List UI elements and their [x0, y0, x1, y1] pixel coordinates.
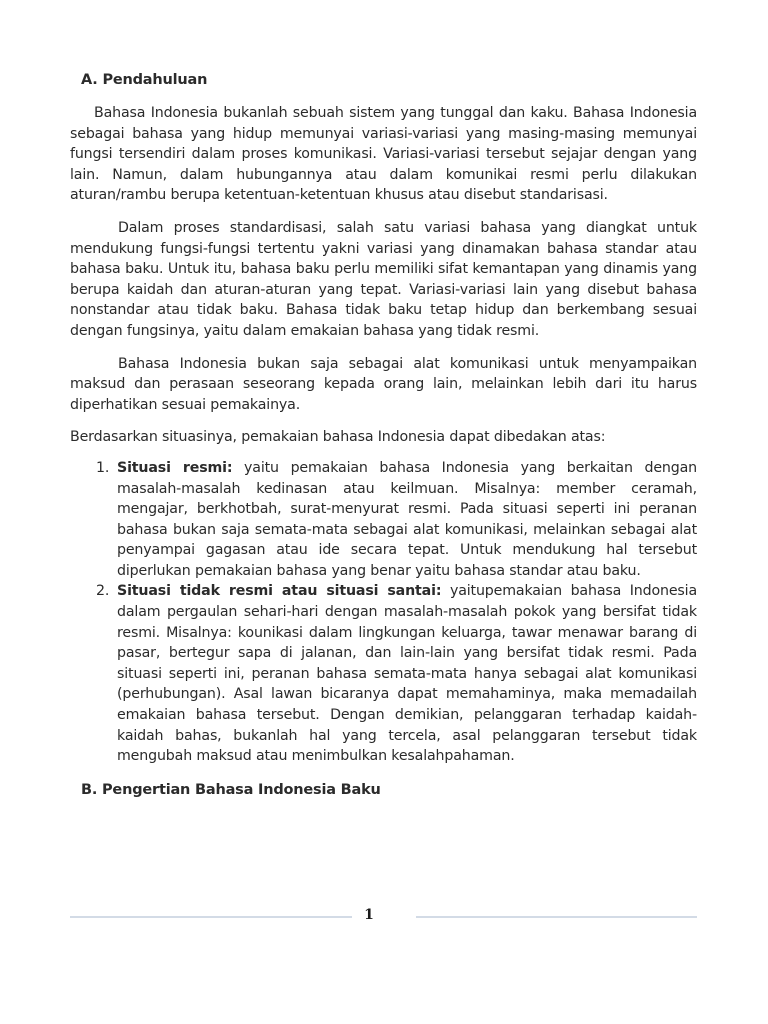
list-item	[70, 458, 697, 582]
paragraph-2: Dalam proses standardisasi, salah satu variasi bahasa yang diangkat untuk mendukung fungsi-fungsi tertentu yakni variasi yang dinamakan bahasa standar atau bahasa baku. Untuk itu, bahasa baku perlu memiliki sifat kemantapan yang dinamis yang berupa kaidah dan aturan-aturan yang tepat. Variasi-variasi lain yang disebut bahasa nonstandar atau tidak baku. Bahasa tidak baku tetap hidup dan berkembang sesuai dengan fungsinya, yaitu dalam emakaian bahasa yang tidak resmi.	[70, 219, 697, 339]
document-page	[70, 70, 697, 801]
footer-rule-left	[70, 916, 352, 918]
list-term: Situasi resmi:	[117, 459, 233, 476]
list-number: 2.	[96, 583, 110, 600]
footer-rule-right	[416, 916, 697, 918]
situation-list	[70, 458, 697, 767]
list-term: Situasi tidak resmi atau situasi santai:	[117, 583, 442, 600]
section-b-heading: B. Pengertian Bahasa Indonesia Baku	[81, 781, 381, 798]
page-footer	[70, 907, 697, 927]
list-text: yaitupemakaian bahasa Indonesia dalam pergaulan sehari-hari dengan masalah-masalah pokok yang bersifat tidak resmi. Misalnya: kounikasi dalam lingkungan keluarga, tawar menawar barang di pasar, bertegur sapa di jalanan, dan lain-lain yang bersifat tidak resmi. Pada situasi seperti ini, peranan bahasa semata-mata hanya sebagai alat komunikasi (perhubungan). Asal lawan bicaranya dapat memahaminya, maka memadailah emakaian bahasa tersebut. Dengan demikian, pelanggaran terhadap kaidah-kaidah bahas, bukanlah hal yang tercela, asal pelanggaran tersebut tidak mengubah maksud atau menimbulkan kesalahpahaman.	[117, 583, 697, 765]
paragraph-4: Berdasarkan situasinya, pemakaian bahasa Indonesia dapat dibedakan atas:	[70, 429, 606, 446]
list-number: 1.	[96, 459, 110, 476]
page-number: 1	[364, 907, 374, 923]
section-a-heading: A. Pendahuluan	[81, 72, 208, 88]
list-item	[70, 581, 697, 766]
list-text: yaitu pemakaian bahasa Indonesia yang berkaitan dengan masalah-masalah kedinasan atau keilmuan. Misalnya: member ceramah, mengajar, berkhotbah, surat-menyurat resmi. Pada situasi seperti ini peranan bahasa bukan saja semata-mata sebagai alat komunikasi, melainkan sebagai alat penyampai gagasan atau ide secara tepat. Untuk mendukung hal tersebut diperlukan pemakaian bahasa yang benar yaitu bahasa standar atau baku.	[117, 459, 697, 579]
paragraph-1: Bahasa Indonesia bukanlah sebuah sistem yang tunggal dan kaku. Bahasa Indonesia sebagai bahasa yang hidup memunyai variasi-variasi yang masing-masing memunyai fungsi tersendiri dalam proses komunikasi. Variasi-variasi tersebut sejajar dengan yang lain. Namun, dalam hubungannya atau dalam komunikai resmi perlu dilakukan aturan/rambu berupa ketentuan-ketentuan khusus atau disebut standarisasi.	[70, 105, 697, 204]
paragraph-3: Bahasa Indonesia bukan saja sebagai alat komunikasi untuk menyampaikan maksud dan perasaan seseorang kepada orang lain, melainkan lebih dari itu harus diperhatikan sesuai pemakainya.	[70, 355, 697, 413]
